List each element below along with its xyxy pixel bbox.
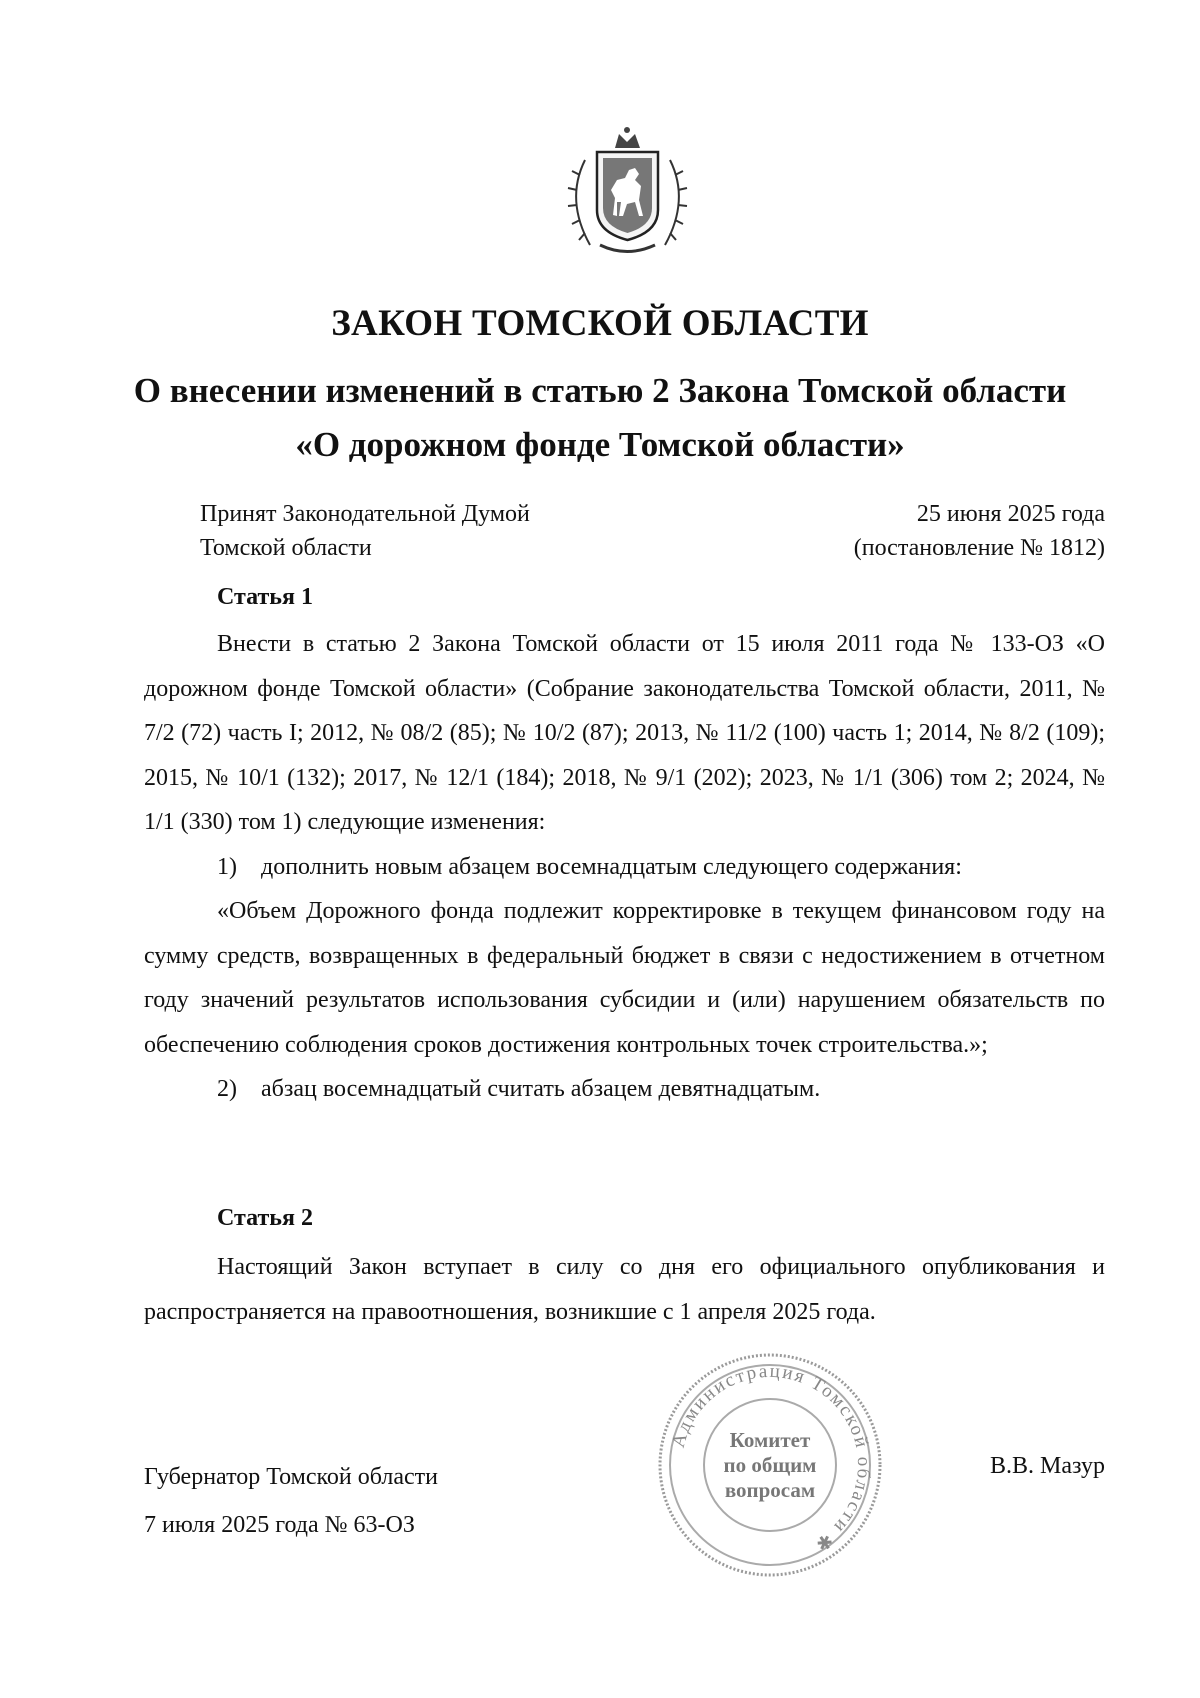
document-title: ЗАКОН ТОМСКОЙ ОБЛАСТИ [331,303,869,344]
governor-block [144,1453,438,1549]
item-1-number: 1) [217,853,237,880]
article-1-quote: «Объем Дорожного фонда подлежит корректировке в текущем финансовом году на сумму средств, возвращенных в федеральный бюджет в связи с недостижением в отчетном году значений результатов использования субсидии и (или) нарушением обязательств по обеспечению соблюдения сроков достижения контрольных точек строительства.»; [144,898,1105,1058]
subtitle-line-1: О внесении изменений в статью 2 Закона Томской области [133,371,1067,410]
coat-of-arms-icon [555,120,700,265]
article-1-heading: Статья 1 [217,584,313,610]
governor-name: В.В. Мазур [990,1453,1105,1479]
adopted-by [200,497,530,565]
article-2-text: Настоящий Закон вступает в силу со дня его официального опубликования и распространяется на правоотношения, возникшие с 1 апреля 2025 года. [144,1254,1105,1325]
document-subtitle [0,364,1200,472]
svg-text:по общим: по общим [723,1453,817,1477]
item-2-number: 2) [217,1076,237,1102]
adopted-by-line-2: Томской области [200,535,372,561]
svg-text:вопросам: вопросам [724,1478,816,1502]
svg-text:Комитет: Комитет [729,1428,811,1452]
article-1-item-1 [144,845,1105,890]
adoption-date [760,497,1105,565]
item-1-text: дополнить новым абзацем восемнадцатым следующего содержания: [261,853,962,880]
adoption-date-line: 25 июня 2025 года [916,501,1105,527]
law-date-number: 7 июля 2025 года № 63-ОЗ [144,1512,415,1538]
article-1-item-2 [144,1067,1105,1112]
subtitle-line-2: «О дорожном фонде Томской области» [295,425,905,464]
article-1-intro: Внести в статью 2 Закона Томской области от 15 июля 2011 года № 133-ОЗ «О дорожном фонде Томской области» (Собрание законодательства Томской области, 2011, № 7/2 (72) часть I; 2012, № 08/2 (85); № 10/2 (87); 2013, № 11/2 (100) часть 1; 2014, № 8/2 (109); 2015, № 10/1 (132); 2017, № 12/1 (184); 2018, № 9/1 (202); 2023, № 1/1 (306) том 2; 2024, № 1/1 (330) том 1) следующие изменения: [144,631,1105,835]
adopted-by-line-1: Принят Законодательной Думой [200,501,530,527]
svg-text:Администрация Томской области: Администрация Томской области ✱ [667,1360,875,1556]
article-2-heading: Статья 2 [217,1205,313,1231]
article-1-body [144,622,1105,1112]
resolution-number: (постановление № 1812) [853,535,1105,561]
official-stamp [655,1350,885,1580]
governor-position: Губернатор Томской области [144,1464,438,1490]
article-2-body [144,1245,1105,1334]
item-2-text: абзац восемнадцатый считать абзацем девятнадцатым. [261,1076,821,1102]
